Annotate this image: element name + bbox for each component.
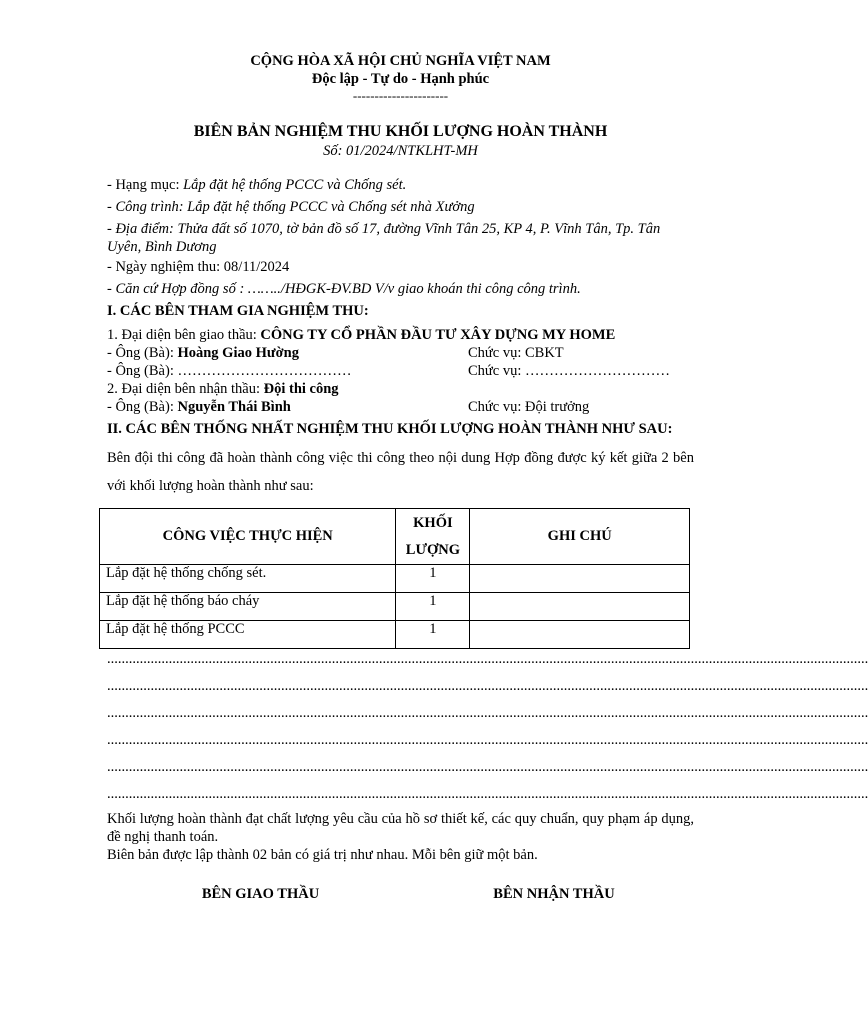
party-1-row	[107, 326, 694, 344]
table-header-row	[100, 509, 690, 565]
country-header: CỘNG HÒA XÃ HỘI CHỦ NGHĨA VIỆT NAM	[250, 53, 551, 69]
can-cu-line: - Căn cứ Hợp đồng số : ……../HĐGK-ĐV.BD V/v giao khoán thi công công trình.	[107, 281, 581, 297]
section-2-intro: Bên đội thi công đã hoàn thành công việc thi công theo nội dung Hợp đồng được ký kết giữa 2 bên với khối lượng hoàn thành như sau:	[107, 450, 694, 494]
dotted-line: ..................................................................................................................................................................................................................	[107, 705, 868, 721]
closing-statement: Khối lượng hoàn thành đạt chất lượng yêu cầu của hồ sơ thiết kế, các quy chuẩn, quy phạm áp dụng, đề nghị thanh toán.	[107, 811, 694, 845]
header-divider: ----------------------	[352, 88, 449, 103]
signature-row	[107, 886, 694, 903]
party-1-name: CÔNG TY CỔ PHẦN ĐẦU TƯ XÂY DỰNG MY HOME	[260, 327, 616, 343]
document-title: BIÊN BẢN NGHIỆM THU KHỐI LƯỢNG HOÀN THÀNH	[193, 123, 608, 140]
party-1-person-2-row	[107, 362, 694, 380]
person-name: Hoàng Giao Hường	[177, 345, 299, 361]
cell-work: Lắp đặt hệ thống PCCC	[100, 621, 396, 649]
header-volume-line1: KHỐI	[413, 514, 453, 531]
general-info	[107, 174, 694, 300]
person-blank: - Ông (Bà): ………………………………	[107, 363, 352, 379]
person-label: - Ông (Bà):	[107, 345, 178, 361]
closing-copies: Biên bản được lập thành 02 bản có giá trị như nhau. Mỗi bên giữ một bản.	[107, 847, 538, 863]
motto: Độc lập - Tự do - Hạnh phúc	[311, 71, 490, 87]
dotted-line: ..................................................................................................................................................................................................................	[107, 759, 868, 775]
cell-note	[470, 593, 690, 621]
dotted-line: ..................................................................................................................................................................................................................	[107, 651, 868, 667]
table-row	[100, 621, 690, 649]
cell-volume: 1	[396, 621, 470, 649]
signature-right: BÊN NHẬN THẦU	[493, 886, 615, 902]
hang-muc-label: - Hạng mục:	[107, 177, 184, 193]
volume-table-wrap	[107, 508, 694, 650]
hang-muc-line	[107, 174, 694, 196]
section-2-heading: II. CÁC BÊN THỐNG NHẤT NGHIỆM THU KHỐI LƯỢNG HOÀN THÀNH NHƯ SAU:	[107, 421, 673, 437]
cell-note	[470, 621, 690, 649]
person-label: - Ông (Bà):	[107, 399, 178, 415]
document-page	[106, 52, 868, 903]
header-note: GHI CHÚ	[470, 509, 690, 565]
cong-trinh-line: - Công trình: Lắp đặt hệ thống PCCC và Chống sét nhà Xưởng	[107, 199, 475, 215]
volume-table	[99, 508, 690, 649]
header-volume-line2: LƯỢNG	[405, 541, 461, 558]
cell-volume: 1	[396, 593, 470, 621]
person-name: Nguyễn Thái Bình	[177, 399, 291, 415]
cell-note	[470, 565, 690, 593]
dotted-line: ..................................................................................................................................................................................................................	[107, 678, 868, 694]
parties-block	[107, 326, 694, 416]
party-2-name: Đội thi công	[263, 381, 339, 397]
person-role: Chức vụ: Đội trưởng	[468, 399, 590, 415]
party-1-person-1-row	[107, 344, 694, 362]
table-row	[100, 593, 690, 621]
dotted-line: ..................................................................................................................................................................................................................	[107, 732, 868, 748]
party-1-label: 1. Đại diện bên giao thầu:	[107, 327, 261, 343]
document-number: Số: 01/2024/NTKLHT-MH	[323, 143, 478, 159]
party-2-row	[107, 380, 694, 398]
dotted-lines	[107, 646, 868, 808]
ngay-nghiem-thu-line: - Ngày nghiệm thu: 08/11/2024	[107, 259, 290, 275]
party-2-person-1-row	[107, 398, 694, 416]
section-1-heading: I. CÁC BÊN THAM GIA NGHIỆM THU:	[107, 303, 369, 319]
hang-muc-value: Lắp đặt hệ thống PCCC và Chống sét.	[183, 177, 407, 193]
cell-volume: 1	[396, 565, 470, 593]
cell-work: Lắp đặt hệ thống báo cháy	[100, 593, 396, 621]
party-2-label: 2. Đại diện bên nhận thầu:	[107, 381, 264, 397]
header-volume	[396, 509, 470, 565]
header-work: CÔNG VIỆC THỰC HIỆN	[100, 509, 396, 565]
table-row	[100, 565, 690, 593]
signature-left: BÊN GIAO THẦU	[201, 886, 320, 902]
cell-work: Lắp đặt hệ thống chống sét.	[100, 565, 396, 593]
person-role: Chức vụ: CBKT	[468, 345, 564, 361]
dia-diem-line: - Địa điểm: Thửa đất số 1070, tờ bản đồ số 17, đường Vĩnh Tân 25, KP 4, P. Vĩnh Tân, Tp. Tân Uyên, Bình Dương	[107, 221, 661, 255]
person-role-blank: Chức vụ: …………………………	[468, 363, 670, 379]
dotted-line: ..................................................................................................................................................................................................................	[107, 786, 868, 802]
